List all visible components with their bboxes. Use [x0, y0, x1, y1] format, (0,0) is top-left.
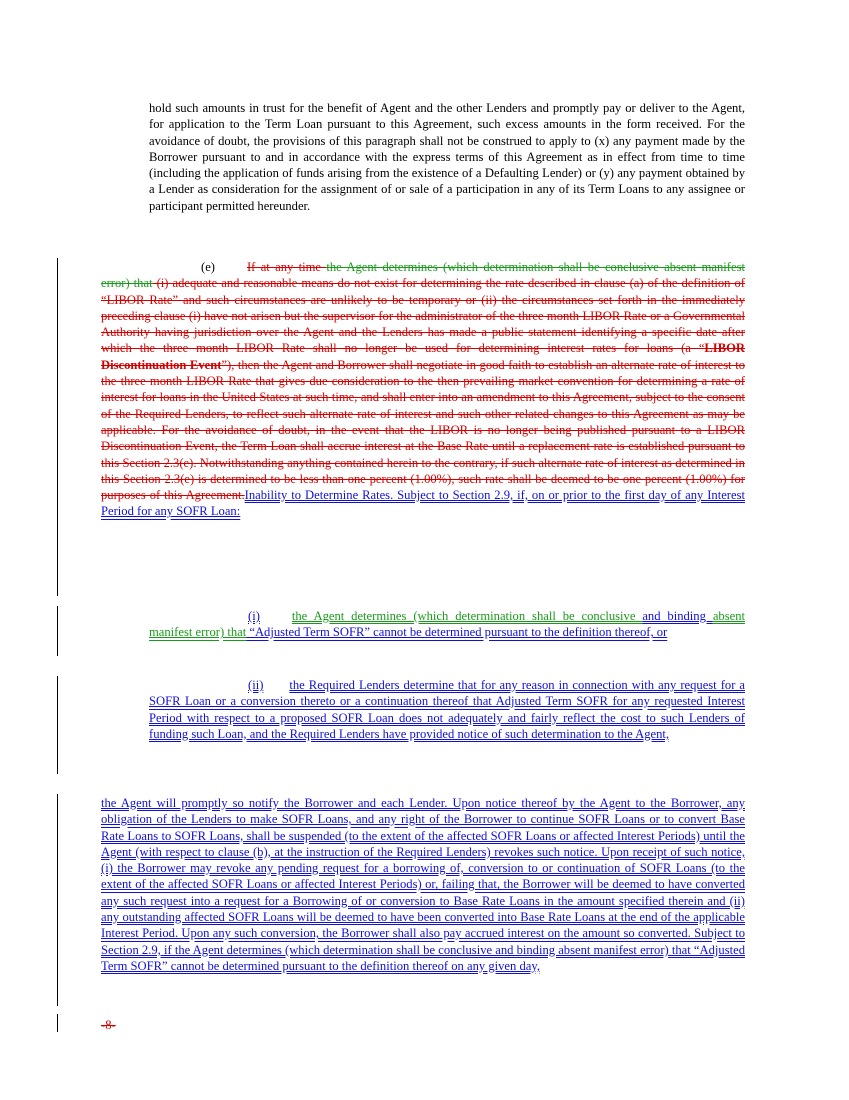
change-bar [57, 794, 58, 1006]
paragraph-continuation: hold such amounts in trust for the benefit of Agent and the other Lenders and promptly pay or deliver to the Agent, for application to the Term Loan pursuant to this Agreement, such excess amounts in the form received. For the avoidance of doubt, the provisions of this paragraph shall not be construed to apply to (x) any payment made by the Borrower pursuant to and in accordance with the express terms of this Agreement as in effect from time to time (including the application of funds arising from the existence of a Defaulting Lender) or (y) any payment obtained by a Lender as consideration for the assignment of or sale of a participation in any of its Term Loans to any assignee or participant permitted hereunder. [149, 101, 745, 213]
change-bar [57, 258, 58, 596]
subclause-i: (i) the Agent determines (which determination shall be conclusive and binding absent manifest error) that “Adjusted Term SOFR” cannot be determined pursuant to the definition thereof, or [149, 609, 745, 640]
clause-label-e: (e) [201, 260, 215, 274]
paragraph-tail: the Agent will promptly so notify the Borrower and each Lender. Upon notice thereof by the Agent to the Borrower, any obligation of the Lenders to make SOFR Loans, and any right of the Borrower to continue SOFR Loans or to convert Base Rate Loans to SOFR Loans, shall be suspended (to the extent of the affected SOFR Loans or affected Interest Periods) until the Agent (with respect to clause (b), at the instruction of the Required Lenders) revokes such notice. Upon receipt of such notice, (i) the Borrower may revoke any pending request for a borrowing of, conversion to or continuation of SOFR Loans (to the extent of the affected SOFR Loans or affected Interest Periods) or, failing that, the Borrower will be deemed to have converted any such request into a request for a Borrowing of or conversion to Base Rate Loans in the amount specified therein and (ii) any outstanding affected SOFR Loans will be deemed to have been converted into Base Rate Loans at the end of the applicable Interest Period. Upon any such conversion, the Borrower shall also pay accrued interest on the amount so converted. Subject to Section 2.9, if the Agent determines (which determination shall be conclusive and binding absent manifest error) that “Adjusted Term SOFR” cannot be determined pursuant to the definition thereof on any given day, [101, 796, 745, 973]
clause-label-ii: (ii) [248, 678, 264, 692]
change-bar [57, 606, 58, 656]
subclause-ii: (ii) the Required Lenders determine that for any reason in connection with any request for a SOFR Loan or a conversion thereto or a continuation thereof that Adjusted Term SOFR for any requested Interest Period with respect to a proposed SOFR Loan does not adequately and fairly reflect the cost to such Lenders of funding such Loan, and the Required Lenders have provided notice of such determination to the Agent, [149, 678, 745, 741]
paragraph-e: (e) If at any time the Agent determines (which determination shall be conclusive absent manifest error) that (i) adequate and reasonable means do not exist for determining the rate described in clause (a) of the definition of “LIBOR Rate” and such circumstances are unlikely to be temporary or (ii) the circumstances set forth in the immediately preceding clause (i) have not arisen but the supervisor for the administrator of the three month LIBOR Rate or a Governmental Authority having jurisdiction over the Agent and the Lenders has made a public statement identifying a specific date after which the three month LIBOR Rate shall no longer be used for determining interest rates for loans (a “LIBOR Discontinuation Event”), then the Agent and Borrower shall negotiate in good faith to establish an alternate rate of interest to the three month LIBOR Rate that gives due consideration to the then prevailing market convention for determining a rate of interest for loans in the United States at such time, and shall enter into an amendment to this Agreement, subject to the consent of the Required Lenders, to reflect such alternate rate of interest and such other related changes to this Agreement as may be applicable. For the avoidance of doubt, in the event that the LIBOR is no longer being published pursuant to a LIBOR Discontinuation Event, the Term Loan shall accrue interest at the Base Rate until a replacement rate is established pursuant to this Section 2.3(e). Notwithstanding anything contained herein to the contrary, if such alternate rate of interest as determined in this Section 2.3(e) is determined to be less than one percent (1.00%), such rate shall be deemed to be one percent (1.00%) for purposes of this Agreement.Inability to Determine Rates. Subject to Section 2.9, if, on or prior to the first day of any Interest Period for any SOFR Loan: [101, 260, 745, 519]
clause-label-i: (i) [248, 609, 260, 623]
page-number: -8- [101, 1018, 116, 1032]
change-bar [57, 1014, 58, 1032]
change-bar [57, 676, 58, 774]
